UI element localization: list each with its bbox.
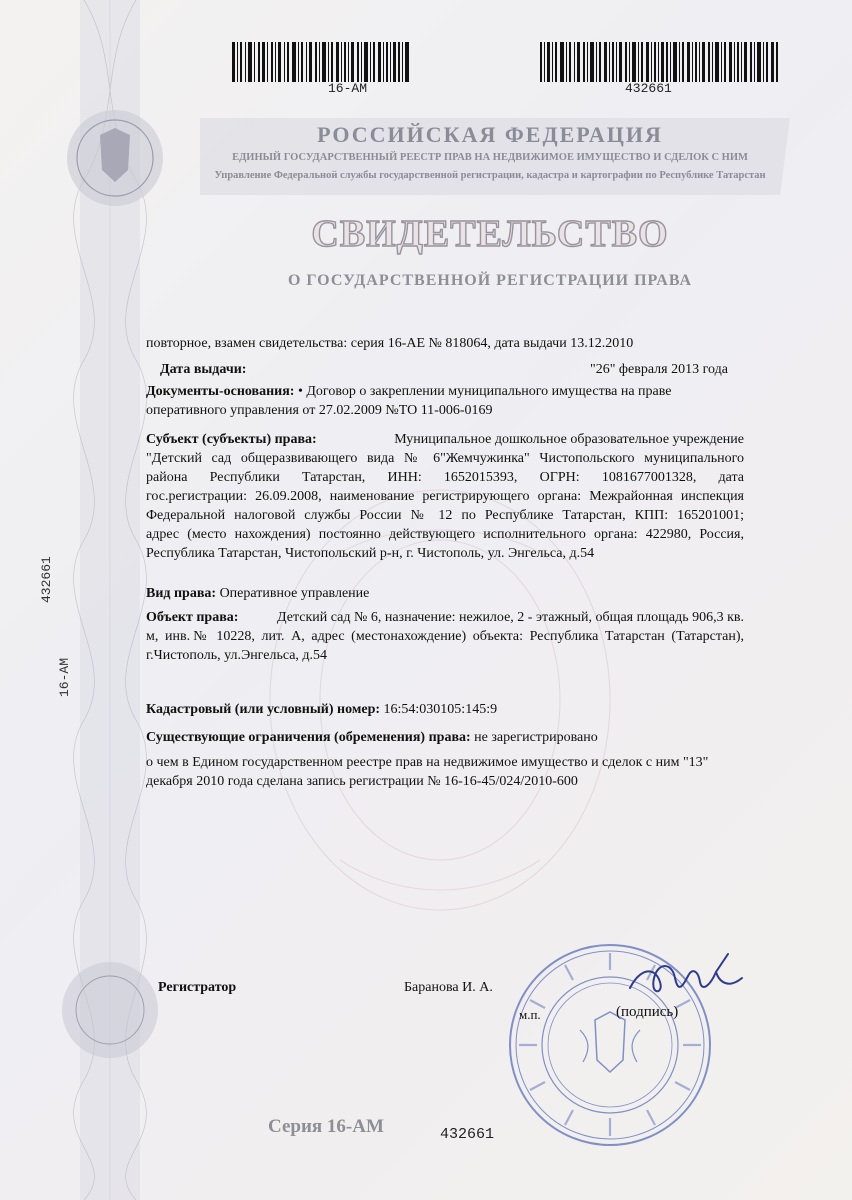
subject-line-6: адрес (место нахождения) постоянно действующего исполнительного органа: 422980, Россия,	[146, 527, 744, 542]
issue-date-value: "26" февраля 2013 года	[590, 362, 728, 377]
right-type-value: Оперативное управление	[219, 586, 370, 601]
barcode-left	[232, 42, 412, 82]
replacement-note: повторное, взамен свидетельства: серия 16-АЕ № 818064, дата выдачи 13.12.2010	[146, 336, 634, 351]
subject-line-5: Федеральной налоговой службы России № 12 по Республике Татарстан, КПП: 165201001;	[146, 508, 744, 523]
document-subtitle: О ГОСУДАРСТВЕННОЙ РЕГИСТРАЦИИ ПРАВА	[287, 272, 693, 289]
barcode-right	[540, 42, 780, 82]
documents-text-1: • Договор о закреплении муниципального имущества на праве	[297, 384, 672, 399]
subject-line-1: Муниципальное дошкольное образовательное учреждение	[394, 432, 744, 447]
registrar-signature	[620, 948, 750, 1008]
subject-line-1-row	[146, 430, 744, 449]
object-line-1-row	[146, 608, 744, 627]
subject-line-4: гос.регистрации: 26.09.2008, наименование регистрирующего органа: Межрайонная инспекция	[146, 489, 744, 504]
barcode-number: 432661	[625, 81, 672, 96]
encumbrance-label: Существующие ограничения (обременения) права:	[146, 730, 471, 745]
issue-date-label: Дата выдачи:	[160, 362, 247, 377]
encumbrance-value: не зарегистрировано	[474, 730, 598, 745]
subject-line-7: Республика Татарстан, Чистопольский р-н, г. Чистополь, ул. Энгельса, д.54	[146, 546, 595, 561]
object-line-1: Детский сад № 6, назначение: нежилое, 2 - этажный, общая площадь 906,3 кв.	[277, 610, 744, 625]
side-series: 16-АМ	[57, 657, 72, 697]
document-title: СВИДЕТЕЛЬСТВО	[311, 213, 669, 255]
registrar-name: Баранова И. А.	[404, 980, 493, 995]
registry-title: ЕДИНЫЙ ГОСУДАРСТВЕННЫЙ РЕЕСТР ПРАВ НА НЕДВИЖИМОЕ ИМУЩЕСТВО И СДЕЛОК С НИМ	[232, 152, 748, 163]
right-type-label: Вид права:	[146, 586, 217, 601]
subject-line-3: района Республики Татарстан, ИНН: 1652015393, ОГРН: 1081677001328, дата	[146, 470, 744, 485]
documents-text-2: оперативного управления от 27.02.2009 №ТО 11-006-0169	[146, 403, 493, 418]
encumbrance-row	[146, 728, 598, 747]
object-label: Объект права:	[146, 610, 239, 625]
right-type-row	[146, 584, 369, 603]
record-line-2: декабря 2010 года сделана запись регистрации № 16-16-45/024/2010-600	[146, 774, 578, 789]
authority-title: Управление Федеральной службы государственной регистрации, кадастра и картографии по Республике Татарстан	[214, 170, 766, 181]
record-line-1: о чем в Едином государственном реестре прав на недвижимое имущество и сделок с ним "13"	[146, 755, 709, 770]
object-line-3: г.Чистополь, ул.Энгельса, д.54	[146, 648, 328, 663]
series-label: Серия 16-АМ	[268, 1116, 384, 1137]
side-number: 432661	[39, 556, 54, 603]
barcode-series: 16-AM	[328, 81, 368, 96]
documents-label: Документы-основания:	[146, 384, 295, 399]
subject-line-2: "Детский сад общеразвивающего вида № 6"Жемчужинка" Чистопольского муниципального	[146, 451, 744, 466]
subject-label: Субъект (субъекты) права:	[146, 432, 317, 447]
series-number: 432661	[440, 1126, 495, 1143]
signature-label: (подпись)	[616, 1004, 679, 1020]
cadastral-label: Кадастровый (или условный) номер:	[146, 702, 381, 717]
registrar-label: Регистратор	[158, 980, 237, 995]
country-title: РОССИЙСКАЯ ФЕДЕРАЦИЯ	[317, 122, 663, 147]
stamp-place-label: м.п.	[519, 1007, 541, 1022]
object-line-2: м, инв.№ 10228, лит. А, адрес (местонахождение) объекта: Республика Татарстан (Татарстан),	[146, 629, 744, 644]
cadastral-row	[146, 700, 497, 719]
documents-line-1	[146, 382, 672, 401]
cadastral-value: 16:54:030105:145:9	[383, 702, 498, 717]
